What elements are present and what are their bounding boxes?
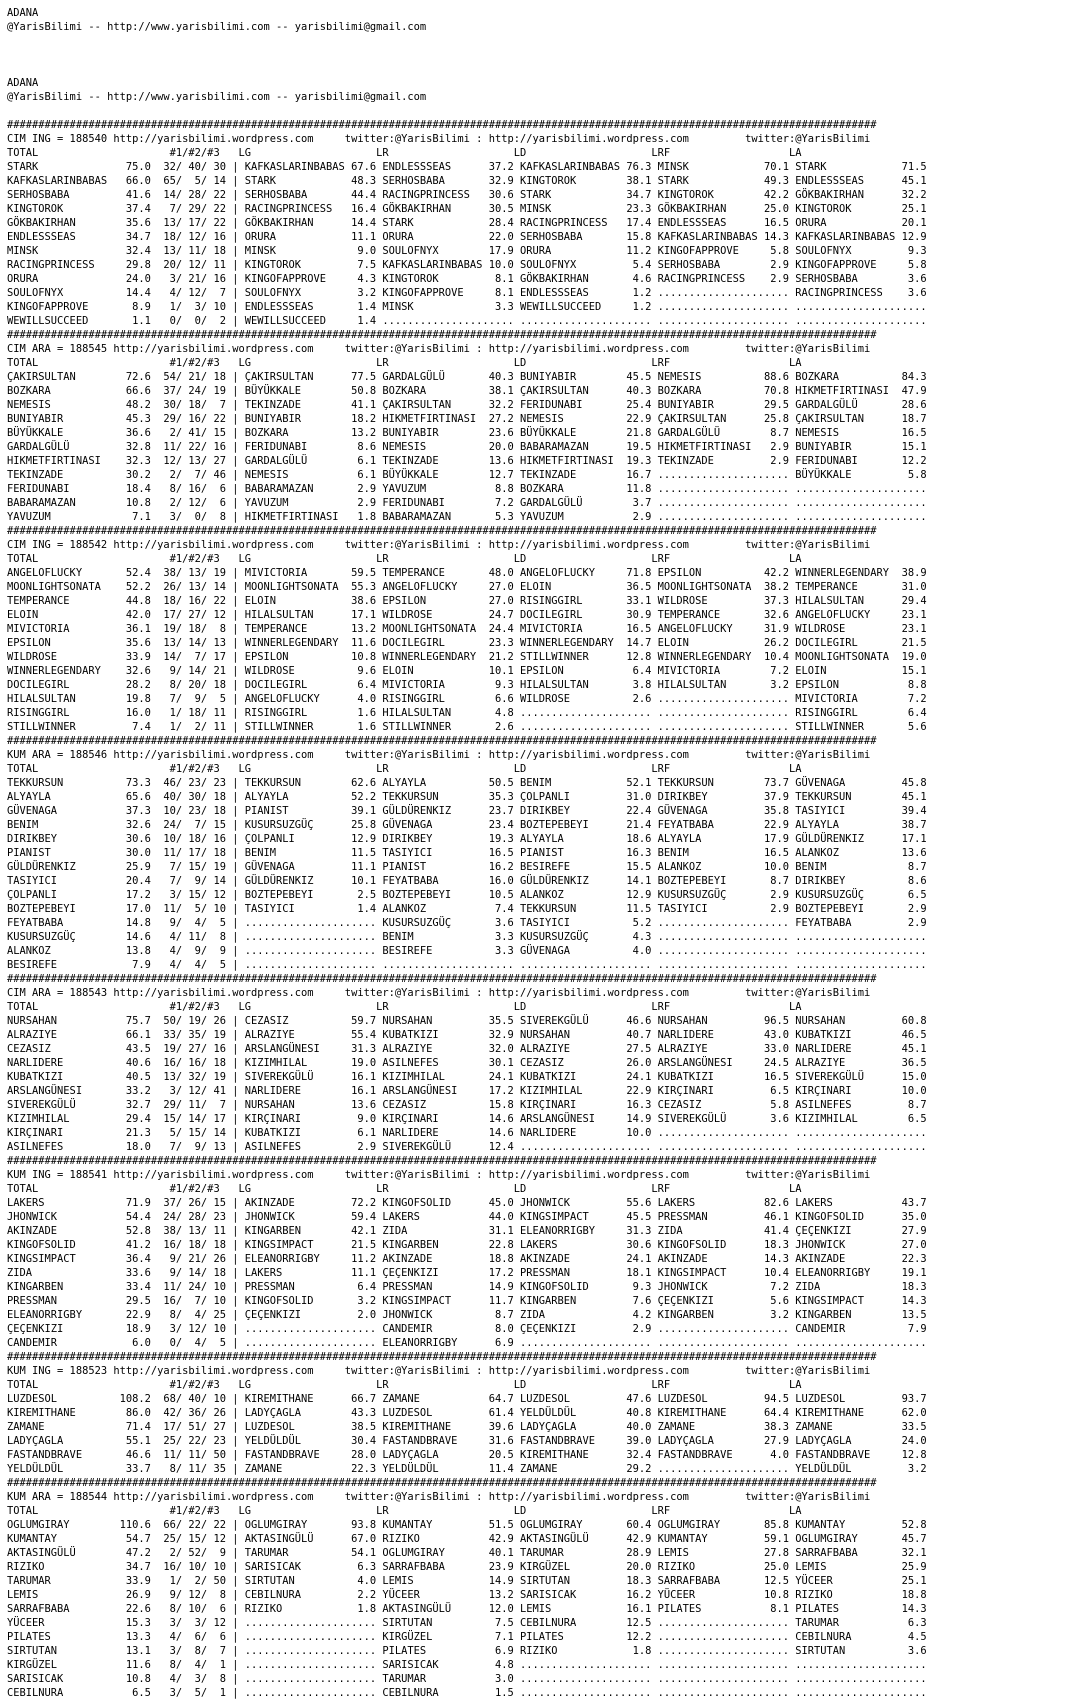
text-line: TEKKURSUN 73.3 46/ 23/ 23 | TEKKURSUN 62.6 ALYAYLA 50.5 BENIM 52.1 TEKKURSUN 73.7 GÜVENAGA 45.8 [7,777,927,789]
text-line: HILALSULTAN 19.8 7/ 9/ 5 | ANGELOFLUCKY 4.0 RISINGGIRL 6.6 WILDROSE 2.6 ..................... MIVICTORIA 7.2 [7,693,927,705]
text-line: MIVICTORIA 36.1 19/ 18/ 8 | TEMPERANCE 13.2 MOONLIGHTSONATA 24.4 MIVICTORIA 16.5 ANGELOFLUCKY 31.9 WILDROSE 23.1 [7,623,927,635]
text-line: LAKERS 71.9 37/ 26/ 15 | AKINZADE 72.2 KINGOFSOLID 45.0 JHONWICK 55.6 LAKERS 82.6 LAKERS 43.7 [7,1197,927,1209]
text-line: CEBILNURA 6.5 3/ 5/ 1 | ..................... CEBILNURA 1.5 ..................... ..................... ..................... [7,1687,927,1699]
text-line: ALRAZIYE 66.1 33/ 35/ 19 | ALRAZIYE 55.4 KUBATKIZI 32.9 NURSAHAN 40.7 NARLIDERE 43.0 KUBATKIZI 46.5 [7,1029,927,1041]
text-line: BENIM 32.6 24/ 7/ 15 | KUSURSUZGÜÇ 25.8 GÜVENAGA 23.4 BOZTEPEBEYI 21.4 FEYATBABA 22.9 ALYAYLA 38.7 [7,819,927,831]
separator-line: ########################################################################################################################################### [7,973,877,985]
text-line: RIZIKO 34.7 16/ 10/ 10 | SARISICAK 6.3 SARRAFBABA 23.9 KIRGÜZEL 20.0 RIZIKO 25.0 LEMIS 25.9 [7,1561,927,1573]
text-line: SARRAFBABA 22.6 8/ 10/ 6 | RIZIKO 1.8 AKTASINGÜLÜ 12.0 LEMIS 16.1 PILATES 8.1 PILATES 14.3 [7,1603,927,1615]
text-line: AKTASINGÜLÜ 47.2 2/ 52/ 9 | TARUMAR 54.1 OGLUMGIRAY 40.1 TARUMAR 28.9 LEMIS 27.8 SARRAFBABA 32.1 [7,1547,927,1559]
text-line: PIANIST 30.0 11/ 17/ 18 | BENIM 11.5 TASIYICI 16.5 PIANIST 16.3 BENIM 16.5 ALANKOZ 13.6 [7,847,927,859]
text-line: ADANA [7,77,39,89]
text-line: BÜYÜKKALE 36.6 2/ 41/ 15 | BOZKARA 13.2 BUNIYABIR 23.6 BÜYÜKKALE 21.8 GARDALGÜLÜ 8.7 NEMESIS 16.5 [7,427,927,439]
text-line: KIREMITHANE 86.0 42/ 36/ 26 | LADYÇAGLA 43.3 LUZDESOL 61.4 YELDÜLDÜL 40.8 KIREMITHANE 64.4 KIREMITHANE 62.0 [7,1407,927,1419]
separator-line: ########################################################################################################################################### [7,329,877,341]
separator-line: ########################################################################################################################################### [7,119,877,131]
text-line: MINSK 32.4 13/ 11/ 18 | MINSK 9.0 SOULOFNYX 17.9 ORURA 11.2 KINGOFAPPROVE 5.8 SOULOFNYX 9.3 [7,245,927,257]
text-line: BABARAMAZAN 10.8 2/ 12/ 6 | YAVUZUM 2.9 FERIDUNABI 7.2 GARDALGÜLÜ 3.7 ..................... ..................... [7,497,927,509]
text-line: ADANA [7,7,39,19]
text-line: TEKINZADE 30.2 2/ 7/ 46 | NEMESIS 6.1 BÜYÜKKALE 12.7 TEKINZADE 16.7 ..................... BÜYÜKKALE 5.8 [7,469,927,481]
text-line: ZIDA 33.6 9/ 14/ 18 | LAKERS 11.1 ÇEÇENKIZI 17.2 PRESSMAN 18.1 KINGSIMPACT 10.4 ELEANORRIGBY 19.1 [7,1267,927,1279]
text-line: TOTAL #1/#2/#3 LG LR LD LRF LA [7,1183,802,1195]
text-line: FERIDUNABI 18.4 8/ 16/ 6 | BABARAMAZAN 2.9 YAVUZUM 8.8 BOZKARA 11.8 ..................... ..................... [7,483,927,495]
text-line: ÇEÇENKIZI 18.9 3/ 12/ 10 | ..................... CANDEMIR 8.0 ÇEÇENKIZI 2.9 ..................... CANDEMIR 7.9 [7,1323,927,1335]
text-line: NURSAHAN 75.7 50/ 19/ 26 | CEZASIZ 59.7 NURSAHAN 35.5 SIVEREKGÜLÜ 46.6 NURSAHAN 96.5 NURSAHAN 60.8 [7,1015,927,1027]
text-line: CANDEMIR 6.0 0/ 4/ 5 | ..................... ELEANORRIGBY 6.9 ..................... ..................... ..................... [7,1337,927,1349]
text-line: KUM ING = 188541 http://yarisbilimi.wordpress.com twitter:@YarisBilimi : http://yarisbilimi.wordpress.com twitter:@YarisBilimi [7,1169,871,1181]
text-line: GÖKBAKIRHAN 35.6 13/ 17/ 22 | GÖKBAKIRHAN 14.4 STARK 28.4 RACINGPRINCESS 17.4 ENDLESSSEAS 16.5 ORURA 20.1 [7,217,927,229]
text-line: @YarisBilimi -- http://www.yarisbilimi.com -- yarisbilimi@gmail.com [7,91,427,103]
text-line: TOTAL #1/#2/#3 LG LR LD LRF LA [7,1505,802,1517]
text-line: ASILNEFES 18.0 7/ 9/ 13 | ASILNEFES 2.9 SIVEREKGÜLÜ 12.4 ..................... ..................... ..................... [7,1141,927,1153]
text-line: LADYÇAGLA 55.1 25/ 22/ 23 | YELDÜLDÜL 30.4 FASTANDBRAVE 31.6 FASTANDBRAVE 39.0 LADYÇAGLA 27.9 LADYÇAGLA 24.0 [7,1435,927,1447]
text-line: SIVEREKGÜLÜ 32.7 29/ 11/ 7 | NURSAHAN 13.6 CEZASIZ 15.8 KIRÇINARI 16.3 CEZASIZ 5.8 ASILNEFES 8.7 [7,1099,927,1111]
text-line: JHONWICK 54.4 24/ 28/ 23 | JHONWICK 59.4 LAKERS 44.0 KINGSIMPACT 45.5 PRESSMAN 46.1 KINGOFSOLID 35.0 [7,1211,927,1223]
text-line: PRESSMAN 29.5 16/ 7/ 10 | KINGOFSOLID 3.2 KINGSIMPACT 11.7 KINGARBEN 7.6 ÇEÇENKIZI 5.6 KINGSIMPACT 14.3 [7,1295,927,1307]
text-line: KUMANTAY 54.7 25/ 15/ 12 | AKTASINGÜLÜ 67.0 RIZIKO 42.9 AKTASINGÜLÜ 42.9 KUMANTAY 59.1 OGLUMGIRAY 45.7 [7,1533,927,1545]
text-line: SERHOSBABA 41.6 14/ 28/ 22 | SERHOSBABA 44.4 RACINGPRINCESS 30.6 STARK 34.7 KINGTOROK 42.2 GÖKBAKIRHAN 32.2 [7,189,927,201]
text-line: CIM ARA = 188543 http://yarisbilimi.wordpress.com twitter:@YarisBilimi : http://yarisbilimi.wordpress.com twitter:@YarisBilimi [7,987,871,999]
text-line: KUBATKIZI 40.5 13/ 32/ 19 | SIVEREKGÜLÜ 16.1 KIZIMHILAL 24.1 KUBATKIZI 24.1 KUBATKIZI 16.5 SIVEREKGÜLÜ 15.0 [7,1071,927,1083]
text-line: GÜVENAGA 37.3 10/ 23/ 18 | PIANIST 39.1 GÜLDÜRENKIZ 23.7 DIRIKBEY 22.4 GÜVENAGA 35.8 TASIYICI 39.4 [7,805,927,817]
text-line: ALYAYLA 65.6 40/ 30/ 18 | ALYAYLA 52.2 TEKKURSUN 35.3 ÇOLPANLI 31.0 DIRIKBEY 37.9 TEKKURSUN 45.1 [7,791,927,803]
text-line: KIRGÜZEL 11.6 8/ 4/ 1 | ..................... SARISICAK 4.8 ..................... ..................... ..................... [7,1659,927,1671]
separator-line: ########################################################################################################################################### [7,735,877,747]
text-line: ARSLANGÜNESI 33.2 3/ 12/ 41 | NARLIDERE 16.1 ARSLANGÜNESI 17.2 KIZIMHILAL 22.9 KIRÇINARI 6.5 KIRÇINARI 10.0 [7,1085,927,1097]
text-line: HIKMETFIRTINASI 32.3 12/ 13/ 27 | GARDALGÜLÜ 6.1 TEKINZADE 13.6 HIKMETFIRTINASI 19.3 TEKINZADE 2.9 FERIDUNABI 12.2 [7,455,927,467]
text-line: ANGELOFLUCKY 52.4 38/ 13/ 19 | MIVICTORIA 59.5 TEMPERANCE 48.0 ANGELOFLUCKY 71.8 EPSILON 42.2 WINNERLEGENDARY 38.9 [7,567,927,579]
text-line: AKINZADE 52.8 38/ 13/ 11 | KINGARBEN 42.1 ZIDA 31.1 ELEANORRIGBY 31.3 ZIDA 41.4 ÇEÇENKIZI 27.9 [7,1225,927,1237]
text-line [7,62,1080,76]
text-line: TOTAL #1/#2/#3 LG LR LD LRF LA [7,1379,802,1391]
text-line: LEMIS 26.9 9/ 12/ 8 | CEBILNURA 2.2 YÜCEER 13.2 SARISICAK 16.2 YÜCEER 10.8 RIZIKO 18.8 [7,1589,927,1601]
separator-line: ########################################################################################################################################### [7,1477,877,1489]
text-line: KUM ARA = 188546 http://yarisbilimi.wordpress.com twitter:@YarisBilimi : http://yarisbilimi.wordpress.com twitter:@YarisBilimi [7,749,871,761]
text-line: DIRIKBEY 30.6 10/ 18/ 16 | ÇOLPANLI 12.9 DIRIKBEY 19.3 ALYAYLA 18.6 ALYAYLA 17.9 GÜLDÜRENKIZ 17.1 [7,833,927,845]
text-line: PILATES 13.3 4/ 6/ 6 | ..................... KIRGÜZEL 7.1 PILATES 12.2 ..................... CEBILNURA 4.5 [7,1631,927,1643]
separator-line: ########################################################################################################################################### [7,525,877,537]
text-line: BOZTEPEBEYI 17.0 11/ 5/ 10 | TASIYICI 1.4 ALANKOZ 7.4 TEKKURSUN 11.5 TASIYICI 2.9 BOZTEPEBEYI 2.9 [7,903,927,915]
text-line: BUNIYABIR 45.3 29/ 16/ 22 | BUNIYABIR 18.2 HIKMETFIRTINASI 27.2 NEMESIS 22.9 ÇAKIRSULTAN 25.8 ÇAKIRSULTAN 18.7 [7,413,927,425]
text-line: SIRTUTAN 13.1 3/ 8/ 7 | ..................... PILATES 6.9 RIZIKO 1.8 ..................... SIRTUTAN 3.6 [7,1645,927,1657]
text-line: STILLWINNER 7.4 1/ 2/ 11 | STILLWINNER 1.6 STILLWINNER 2.6 ..................... ..................... STILLWINNER 5.6 [7,721,927,733]
text-line: YÜCEER 15.3 3/ 3/ 12 | ..................... SIRTUTAN 7.5 CEBILNURA 12.5 ..................... TARUMAR 6.3 [7,1617,927,1629]
text-line: SOULOFNYX 14.4 4/ 12/ 7 | SOULOFNYX 3.2 KINGOFAPPROVE 8.1 ENDLESSSEAS 1.2 ..................... RACINGPRINCESS 3.6 [7,287,927,299]
text-line: TOTAL #1/#2/#3 LG LR LD LRF LA [7,1001,802,1013]
text-line: FEYATBABA 14.8 9/ 4/ 5 | ..................... KUSURSUZGÜÇ 3.6 TASIYICI 5.2 ..................... FEYATBABA 2.9 [7,917,927,929]
text-line: YELDÜLDÜL 33.7 8/ 11/ 35 | ZAMANE 22.3 YELDÜLDÜL 11.4 ZAMANE 29.2 ..................... YELDÜLDÜL 3.2 [7,1463,927,1475]
text-line: LUZDESOL 108.2 68/ 40/ 10 | KIREMITHANE 66.7 ZAMANE 64.7 LUZDESOL 47.6 LUZDESOL 94.5 LUZDESOL 93.7 [7,1393,927,1405]
text-line: GARDALGÜLÜ 32.8 11/ 22/ 16 | FERIDUNABI 8.6 NEMESIS 20.0 BABARAMAZAN 19.5 HIKMETFIRTINASI 2.9 BUNIYABIR 15.1 [7,441,927,453]
text-line: ÇOLPANLI 17.2 3/ 15/ 12 | BOZTEPEBEYI 2.5 BOZTEPEBEYI 10.5 ALANKOZ 12.9 KUSURSUZGÜÇ 2.9 KUSURSUZGÜÇ 6.5 [7,889,927,901]
text-line: ÇAKIRSULTAN 72.6 54/ 21/ 18 | ÇAKIRSULTAN 77.5 GARDALGÜLÜ 40.3 BUNIYABIR 45.5 NEMESIS 88.6 BOZKARA 84.3 [7,371,927,383]
text-line [7,104,1080,118]
text-line: EPSILON 35.6 13/ 14/ 13 | WINNERLEGENDARY 11.6 DOCILEGIRL 23.3 WINNERLEGENDARY 14.7 ELOIN 26.2 DOCILEGIRL 21.5 [7,637,927,649]
text-line: KIZIMHILAL 29.4 15/ 14/ 17 | KIRÇINARI 9.0 KIRÇINARI 14.6 ARSLANGÜNESI 14.9 SIVEREKGÜLÜ 3.6 KIZIMHILAL 6.5 [7,1113,927,1125]
text-line: TEMPERANCE 44.8 18/ 16/ 22 | ELOIN 38.6 EPSILON 27.0 RISINGGIRL 33.1 WILDROSE 37.3 HILALSULTAN 29.4 [7,595,927,607]
text-line: CIM ING = 188540 http://yarisbilimi.wordpress.com twitter:@YarisBilimi : http://yarisbilimi.wordpress.com twitter:@YarisBilimi [7,133,871,145]
text-line: ORURA 24.0 3/ 21/ 16 | KINGOFAPPROVE 4.3 KINGTOROK 8.1 GÖKBAKIRHAN 4.6 RACINGPRINCESS 2.9 SERHOSBABA 3.6 [7,273,927,285]
text-line: KINGSIMPACT 36.4 9/ 21/ 26 | ELEANORRIGBY 11.2 AKINZADE 18.8 AKINZADE 24.1 AKINZADE 14.3 AKINZADE 22.3 [7,1253,927,1265]
text-line: TOTAL #1/#2/#3 LG LR LD LRF LA [7,147,802,159]
text-line: WEWILLSUCCEED 1.1 0/ 0/ 2 | WEWILLSUCCEED 1.4 ..................... ..................... ..................... ..................... [7,315,927,327]
text-line: RISINGGIRL 16.0 1/ 18/ 11 | RISINGGIRL 1.6 HILALSULTAN 4.8 ..................... ..................... RISINGGIRL 6.4 [7,707,927,719]
text-line: TOTAL #1/#2/#3 LG LR LD LRF LA [7,553,802,565]
text-line: WINNERLEGENDARY 32.6 9/ 14/ 21 | WILDROSE 9.6 ELOIN 10.1 EPSILON 6.4 MIVICTORIA 7.2 ELOIN 15.1 [7,665,927,677]
text-line [7,34,1080,48]
text-line: ALANKOZ 13.8 4/ 9/ 9 | ..................... BESIREFE 3.3 GÜVENAGA 4.0 ..................... ..................... [7,945,927,957]
text-line: OGLUMGIRAY 110.6 66/ 22/ 22 | OGLUMGIRAY 93.8 KUMANTAY 51.5 OGLUMGIRAY 60.4 OGLUMGIRAY 85.8 KUMANTAY 52.8 [7,1519,927,1531]
text-line: ZAMANE 71.4 17/ 51/ 27 | LUZDESOL 38.5 KIREMITHANE 39.6 LADYÇAGLA 40.0 ZAMANE 38.3 ZAMANE 33.5 [7,1421,927,1433]
text-line: BOZKARA 66.6 37/ 24/ 19 | BÜYÜKKALE 50.8 BOZKARA 38.1 ÇAKIRSULTAN 40.3 BOZKARA 70.8 HIKMETFIRTINASI 47.9 [7,385,927,397]
text-line: ELOIN 42.0 17/ 27/ 12 | HILALSULTAN 17.1 WILDROSE 24.7 DOCILEGIRL 30.9 TEMPERANCE 32.6 ANGELOFLUCKY 23.1 [7,609,927,621]
text-line: CIM ING = 188542 http://yarisbilimi.wordpress.com twitter:@YarisBilimi : http://yarisbilimi.wordpress.com twitter:@YarisBilimi [7,539,871,551]
text-line: KIRÇINARI 21.3 5/ 15/ 14 | KUBATKIZI 6.1 NARLIDERE 14.6 NARLIDERE 10.0 ..................... ..................... [7,1127,927,1139]
text-line: TOTAL #1/#2/#3 LG LR LD LRF LA [7,357,802,369]
text-line: SARISICAK 10.8 4/ 3/ 8 | ..................... TARUMAR 3.0 ..................... ..................... ..................... [7,1673,927,1685]
text-line: KUM ING = 188523 http://yarisbilimi.wordpress.com twitter:@YarisBilimi : http://yarisbilimi.wordpress.com twitter:@YarisBilimi [7,1365,871,1377]
text-line: STARK 75.0 32/ 40/ 30 | KAFKASLARINBABAS 67.6 ENDLESSSEAS 37.2 KAFKASLARINBABAS 76.3 MINSK 70.1 STARK 71.5 [7,161,927,173]
text-line: FASTANDBRAVE 46.6 11/ 11/ 50 | FASTANDBRAVE 28.0 LADYÇAGLA 20.5 KIREMITHANE 32.4 FASTANDBRAVE 4.0 FASTANDBRAVE 12.8 [7,1449,927,1461]
text-line: NEMESIS 48.2 30/ 18/ 7 | TEKINZADE 41.1 ÇAKIRSULTAN 32.2 FERIDUNABI 25.4 BUNIYABIR 29.5 GARDALGÜLÜ 28.6 [7,399,927,411]
text-line: BESIREFE 7.9 4/ 4/ 5 | ..................... ..................... ..................... ..................... ..................... [7,959,927,971]
text-line: DOCILEGIRL 28.2 8/ 20/ 18 | DOCILEGIRL 6.4 MIVICTORIA 9.3 HILALSULTAN 3.8 HILALSULTAN 3.2 EPSILON 8.8 [7,679,927,691]
text-line: CEZASIZ 43.5 19/ 27/ 16 | ARSLANGÜNESI 31.3 ALRAZIYE 32.0 ALRAZIYE 27.5 ALRAZIYE 33.0 NARLIDERE 45.1 [7,1043,927,1055]
text-line: KAFKASLARINBABAS 66.0 65/ 5/ 14 | STARK 48.3 SERHOSBABA 32.9 KINGTOROK 38.1 STARK 49.3 ENDLESSSEAS 45.1 [7,175,927,187]
text-line: KUSURSUZGÜÇ 14.6 4/ 11/ 8 | ..................... BENIM 3.3 KUSURSUZGÜÇ 4.3 ..................... ..................... [7,931,927,943]
text-line: TASIYICI 20.4 7/ 9/ 14 | GÜLDÜRENKIZ 10.1 FEYATBABA 16.0 GÜLDÜRENKIZ 14.1 BOZTEPEBEYI 8.7 DIRIKBEY 8.6 [7,875,927,887]
text-line: KINGOFSOLID 41.2 16/ 18/ 18 | KINGSIMPACT 21.5 KINGARBEN 22.8 LAKERS 30.6 KINGOFSOLID 18.3 JHONWICK 27.0 [7,1239,927,1251]
text-line: ELEANORRIGBY 22.9 8/ 4/ 25 | ÇEÇENKIZI 2.0 JHONWICK 8.7 ZIDA 4.2 KINGARBEN 3.2 KINGARBEN 13.5 [7,1309,927,1321]
text-line: GÜLDÜRENKIZ 25.9 7/ 15/ 19 | GÜVENAGA 11.1 PIANIST 16.2 BESIREFE 15.5 ALANKOZ 10.0 BENIM 8.7 [7,861,927,873]
text-line: WILDROSE 33.9 14/ 7/ 17 | EPSILON 10.8 WINNERLEGENDARY 21.2 STILLWINNER 12.8 WINNERLEGENDARY 10.4 MOONLIGHTSONATA 19.0 [7,651,927,663]
text-line: TOTAL #1/#2/#3 LG LR LD LRF LA [7,763,802,775]
separator-line: ########################################################################################################################################### [7,1351,877,1363]
text-line: KINGTOROK 37.4 7/ 29/ 22 | RACINGPRINCESS 16.4 GÖKBAKIRHAN 30.5 MINSK 23.3 GÖKBAKIRHAN 25.0 KINGTOROK 25.1 [7,203,927,215]
text-line: KUM ARA = 188544 http://yarisbilimi.wordpress.com twitter:@YarisBilimi : http://yarisbilimi.wordpress.com twitter:@YarisBilimi [7,1491,871,1503]
text-line: NARLIDERE 40.6 16/ 16/ 18 | KIZIMHILAL 19.0 ASILNEFES 30.1 CEZASIZ 26.0 ARSLANGÜNESI 24.5 ALRAZIYE 36.5 [7,1057,927,1069]
text-line: KINGOFAPPROVE 8.9 1/ 3/ 10 | ENDLESSSEAS 1.4 MINSK 3.3 WEWILLSUCCEED 1.2 ..................... ..................... [7,301,927,313]
separator-line: ########################################################################################################################################### [7,1155,877,1167]
text-line: KINGARBEN 33.4 11/ 24/ 10 | PRESSMAN 6.4 PRESSMAN 14.9 KINGOFSOLID 9.3 JHONWICK 7.2 ZIDA 18.3 [7,1281,927,1293]
text-line: RACINGPRINCESS 29.8 20/ 12/ 11 | KINGTOROK 7.5 KAFKASLARINBABAS 10.0 SOULOFNYX 5.4 SERHOSBABA 2.9 KINGOFAPPROVE 5.8 [7,259,927,271]
text-line: CIM ARA = 188545 http://yarisbilimi.wordpress.com twitter:@YarisBilimi : http://yarisbilimi.wordpress.com twitter:@YarisBilimi [7,343,871,355]
text-line: @YarisBilimi -- http://www.yarisbilimi.com -- yarisbilimi@gmail.com [7,21,427,33]
text-line: YAVUZUM 7.1 3/ 0/ 8 | HIKMETFIRTINASI 1.8 BABARAMAZAN 5.3 YAVUZUM 2.9 ..................... ..................... [7,511,927,523]
text-line: ENDLESSSEAS 34.7 18/ 12/ 16 | ORURA 11.1 ORURA 22.0 SERHOSBABA 15.8 KAFKASLARINBABAS 14.3 KAFKASLARINBABAS 12.9 [7,231,927,243]
text-line [7,48,1080,62]
text-line: MOONLIGHTSONATA 52.2 26/ 13/ 14 | MOONLIGHTSONATA 55.3 ANGELOFLUCKY 27.0 ELOIN 36.5 MOONLIGHTSONATA 38.2 TEMPERANCE 31.0 [7,581,927,593]
text-line: TARUMAR 33.9 1/ 2/ 50 | SIRTUTAN 4.0 LEMIS 14.9 SIRTUTAN 18.3 SARRAFBABA 12.5 YÜCEER 25.1 [7,1575,927,1587]
